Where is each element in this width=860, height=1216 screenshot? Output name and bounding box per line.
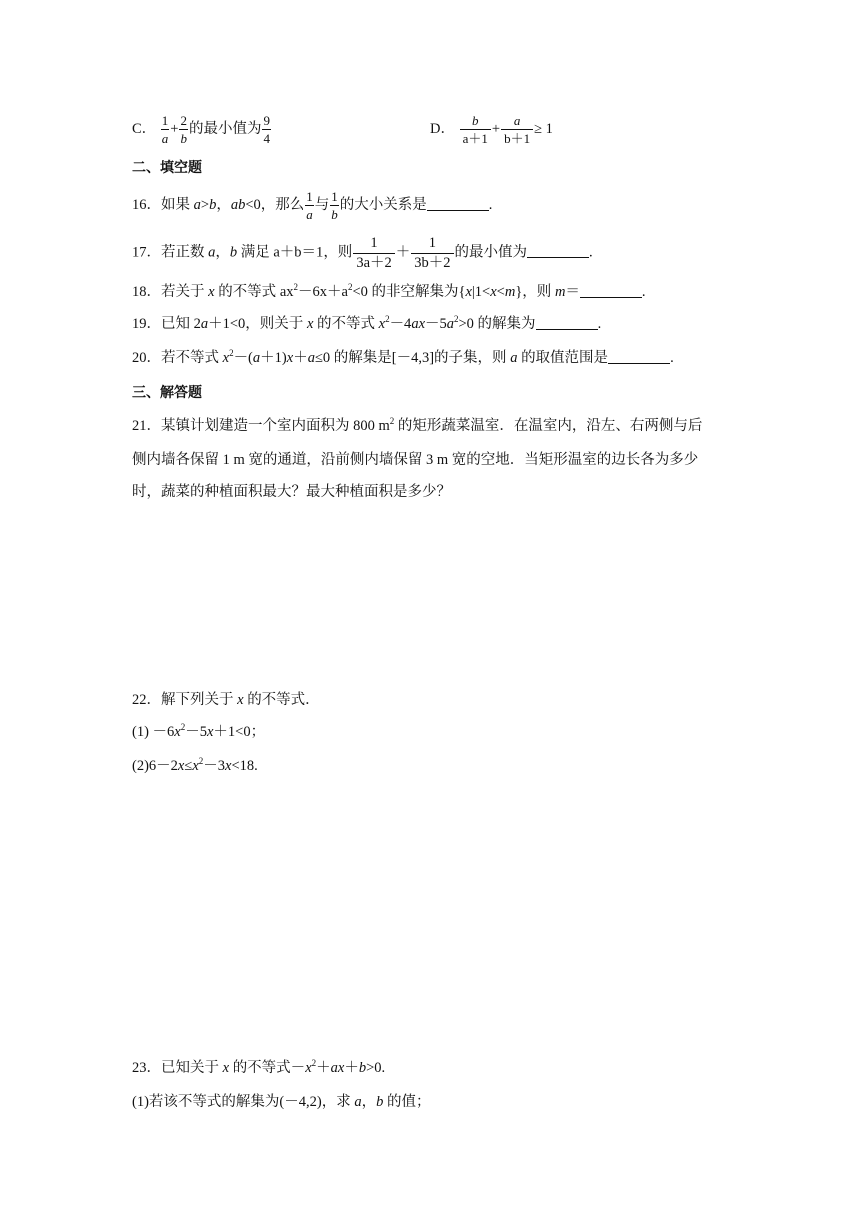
question-20: 20．若不等式 $x^2-(a+1)x+a\le 0$ 的解集是[－4,3]的子集，则 a 的取值范围是 . bbox=[132, 348, 674, 366]
question-17: 17．若正数 a，b 满足 a＋b＝1，则 $\frac{1}{3a+2}$ ＋ $\frac{1}{3b+2}$ 的最小值为 . bbox=[132, 235, 593, 271]
option-c-text: 的最小值为 bbox=[188, 120, 262, 137]
question-23-stem: 23．已知关于 x 的不等式$-x^2+ax+b>0$. bbox=[132, 1058, 386, 1076]
question-22-part2: $(2)6-2x\le x^2-3x<18$. bbox=[132, 756, 258, 774]
option-d-label: D． bbox=[430, 120, 455, 137]
fraction: $\frac{1}{a}$ bbox=[161, 113, 169, 146]
question-21-line2: 侧内墙各保留 1 m 宽的通道，沿前侧内墙保留 3 m 宽的空地．当矩形温室的边长各为多少 bbox=[132, 452, 699, 468]
fraction: $\frac{1}{a}$ bbox=[306, 189, 313, 222]
question-16: 16．如果 a>b，ab<0，那么 $\frac{1}{a}$ 与 $\frac{1}{b}$ 的大小关系是 . bbox=[132, 189, 493, 222]
fraction: $\frac{1}{b}$ bbox=[331, 189, 338, 222]
answer-blank bbox=[580, 283, 642, 298]
fraction: $\frac{9}{4}$ bbox=[263, 113, 270, 146]
fraction: $\frac{2}{b}$ bbox=[180, 113, 187, 146]
question-22-stem: 22．解下列关于 x 的不等式． bbox=[132, 692, 320, 708]
fraction: $\frac{a}{b+1}$ bbox=[501, 114, 533, 145]
question-21-line1: 21．某镇计划建造一个室内面积为 800 $m^2$ 的矩形蔬菜温室．在温室内，沿左、右两侧与后 bbox=[132, 416, 703, 434]
section-heading-solve: 三、解答题 bbox=[132, 384, 202, 400]
option-c-label: C． bbox=[132, 120, 157, 137]
question-19: 19．已知 2a＋1<0，则关于 x 的不等式 $x^2-4ax-5a^2>0$ 的解集为 . bbox=[132, 314, 602, 332]
question-22-part1: $(1) -6x^2-5x+1<0$； bbox=[132, 722, 266, 740]
question-18: 18．若关于 x 的不等式 $ax^2-6x+a^2<0$ 的非空解集为{x|1<x<m}，则 m＝ . bbox=[132, 282, 646, 300]
section-heading-fill: 二、填空题 bbox=[132, 159, 202, 175]
answer-blank bbox=[427, 196, 489, 211]
answer-blank bbox=[536, 315, 598, 330]
answer-blank bbox=[608, 349, 670, 364]
option-c: C． $\frac{1}{a}$ + $\frac{2}{b}$ 的最小值为 $\frac{9}{4}$ bbox=[132, 113, 270, 146]
question-23-part1: (1)若该不等式的解集为(－4,2)，求 a，b 的值； bbox=[132, 1094, 431, 1110]
option-d: D． $\frac{b}{a+1}$ + $\frac{a}{b+1}$ ≥ 1 bbox=[430, 113, 553, 146]
fraction: $\frac{b}{a+1}$ bbox=[460, 114, 491, 145]
question-21-line3: 时，蔬菜的种植面积最大？最大种植面积是多少？ bbox=[132, 484, 451, 500]
fraction: $\frac{1}{3a+2}$ bbox=[353, 236, 394, 270]
answer-blank bbox=[527, 243, 589, 258]
fraction: $\frac{1}{3b+2}$ bbox=[411, 236, 453, 270]
